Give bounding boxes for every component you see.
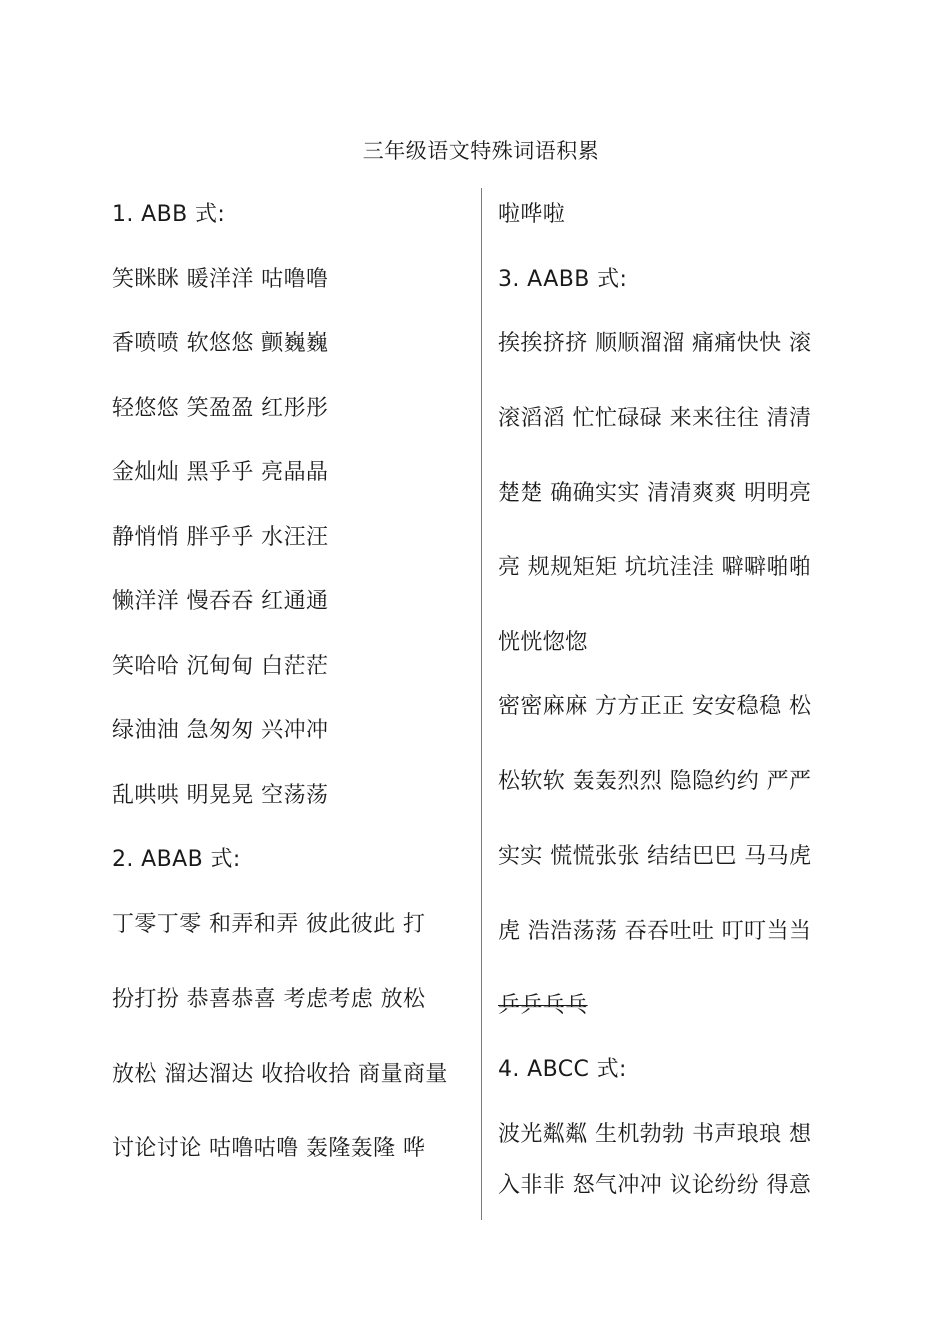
page-title: 三年级语文特殊词语积累: [362, 139, 600, 163]
word-row: 乱哄哄 明晃晃 空荡荡: [112, 783, 329, 808]
word-row: 扮打扮 恭喜恭喜 考虑考虑 放松: [112, 987, 426, 1012]
word-row: 笑眯眯 暖洋洋 咕噜噜: [112, 267, 329, 292]
section-heading-abb: 1. ABB 式:: [112, 202, 226, 227]
word-row: 亮 规规矩矩 坑坑洼洼 噼噼啪啪: [498, 555, 812, 580]
struck-word-row: 乒乒乓乓: [498, 993, 588, 1018]
word-row-continuation: 啦哗啦: [498, 202, 566, 227]
word-row: 松软软 轰轰烈烈 隐隐约约 严严: [498, 769, 812, 794]
word-row: 挨挨挤挤 顺顺溜溜 痛痛快快 滚: [498, 331, 812, 356]
section-heading-abcc: 4. ABCC 式:: [498, 1057, 627, 1082]
word-row: 金灿灿 黑乎乎 亮晶晶: [112, 460, 329, 485]
section-heading-aabb: 3. AABB 式:: [498, 267, 628, 292]
section-heading-abab: 2. ABAB 式:: [112, 847, 241, 872]
word-row: 笑哈哈 沉甸甸 白茫茫: [112, 654, 329, 679]
word-row: 楚楚 确确实实 清清爽爽 明明亮: [498, 481, 812, 506]
word-row: 轻悠悠 笑盈盈 红彤彤: [112, 396, 329, 421]
word-row: 绿油油 急匆匆 兴冲冲: [112, 718, 329, 743]
word-row: 懒洋洋 慢吞吞 红通通: [112, 589, 329, 614]
word-row: 滚滔滔 忙忙碌碌 来来往往 清清: [498, 406, 812, 431]
word-row: 虎 浩浩荡荡 吞吞吐吐 叮叮当当: [498, 919, 812, 944]
word-row: 波光粼粼 生机勃勃 书声琅琅 想: [498, 1122, 812, 1147]
word-row: 香喷喷 软悠悠 颤巍巍: [112, 331, 329, 356]
column-divider: [481, 188, 482, 1220]
word-row: 密密麻麻 方方正正 安安稳稳 松: [498, 694, 812, 719]
word-row: 静悄悄 胖乎乎 水汪汪: [112, 525, 329, 550]
word-row: 实实 慌慌张张 结结巴巴 马马虎: [498, 844, 812, 869]
word-row: 丁零丁零 和弄和弄 彼此彼此 打: [112, 912, 426, 937]
word-row: 放松 溜达溜达 收拾收拾 商量商量: [112, 1062, 448, 1087]
word-row: 入非非 怒气冲冲 议论纷纷 得意: [498, 1173, 812, 1198]
word-row: 讨论讨论 咕噜咕噜 轰隆轰隆 哗: [112, 1136, 426, 1161]
word-row: 恍恍惚惚: [498, 630, 588, 655]
